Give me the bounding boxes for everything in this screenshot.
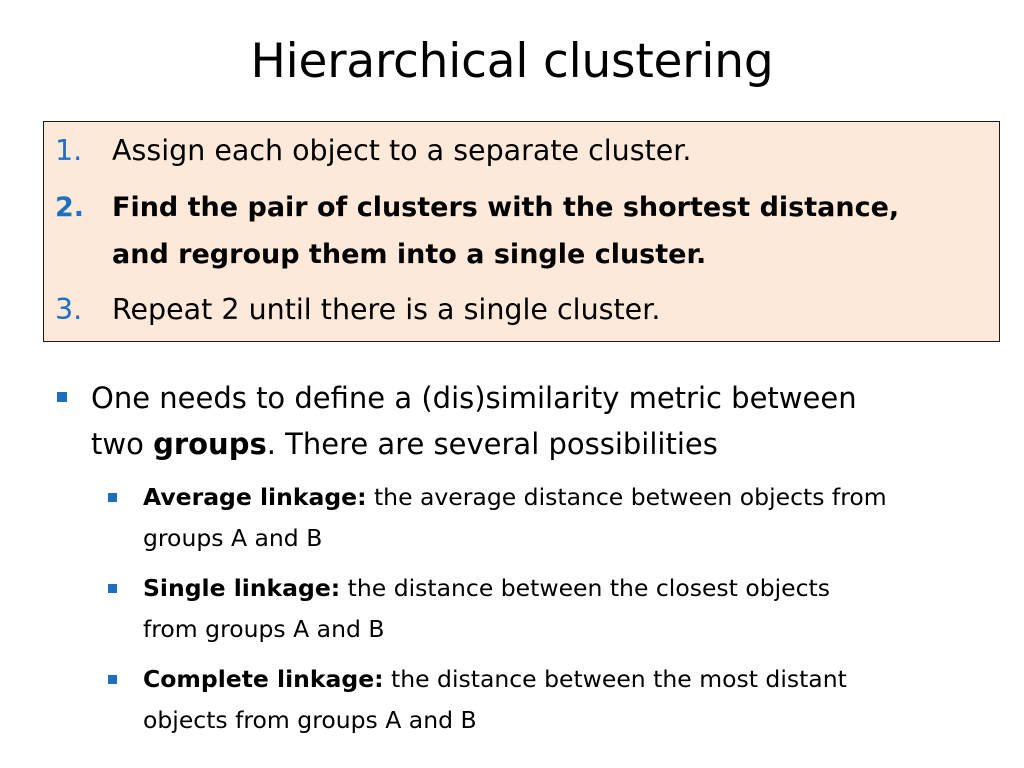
sub-bullet-term: Average linkage: [143,483,367,511]
sub-bullet-text: the distance between the most distant [383,665,847,693]
step-text: Find the pair of clusters with the shortest distance, [112,192,900,223]
bullet-square-icon [57,392,67,402]
step-number: 2. [55,192,85,223]
sub-bullet-single-line-2: from groups A and B [143,615,385,643]
sub-bullet-single-line-1 [143,568,830,609]
sub-bullet-term: Complete linkage: [143,665,384,693]
main-bullet-text: . There are several possibilities [266,427,718,461]
algorithm-steps-box [43,121,1000,342]
sub-bullet-complete-line-1 [143,659,847,700]
step-text: Repeat 2 until there is a single cluster. [112,293,661,326]
step-text: and regroup them into a single cluster. [112,239,707,270]
main-bullet-line-1: One needs to define a (dis)similarity metric between [91,381,857,415]
sub-bullet-average-line-1 [143,477,887,518]
sub-bullet-text: the distance between the closest objects [340,574,830,602]
sub-bullet-average-line-2: groups A and B [143,524,323,552]
main-bullet-text: two [91,427,154,461]
sub-bullet-square-icon [108,584,117,593]
sub-bullet-complete-line-2: objects from groups A and B [143,706,477,734]
step-number: 3. [55,293,83,326]
sub-bullet-text: the average distance between objects from [366,483,887,511]
slide-title: Hierarchical clustering [250,34,774,89]
main-bullet-line-2 [91,421,718,467]
step-number: 1. [55,134,83,167]
sub-bullet-square-icon [108,493,117,502]
sub-bullet-square-icon [108,675,117,684]
step-text: Assign each object to a separate cluster. [112,134,692,167]
sub-bullet-term: Single linkage: [143,574,341,602]
main-bullet-emphasis: groups [153,427,267,461]
